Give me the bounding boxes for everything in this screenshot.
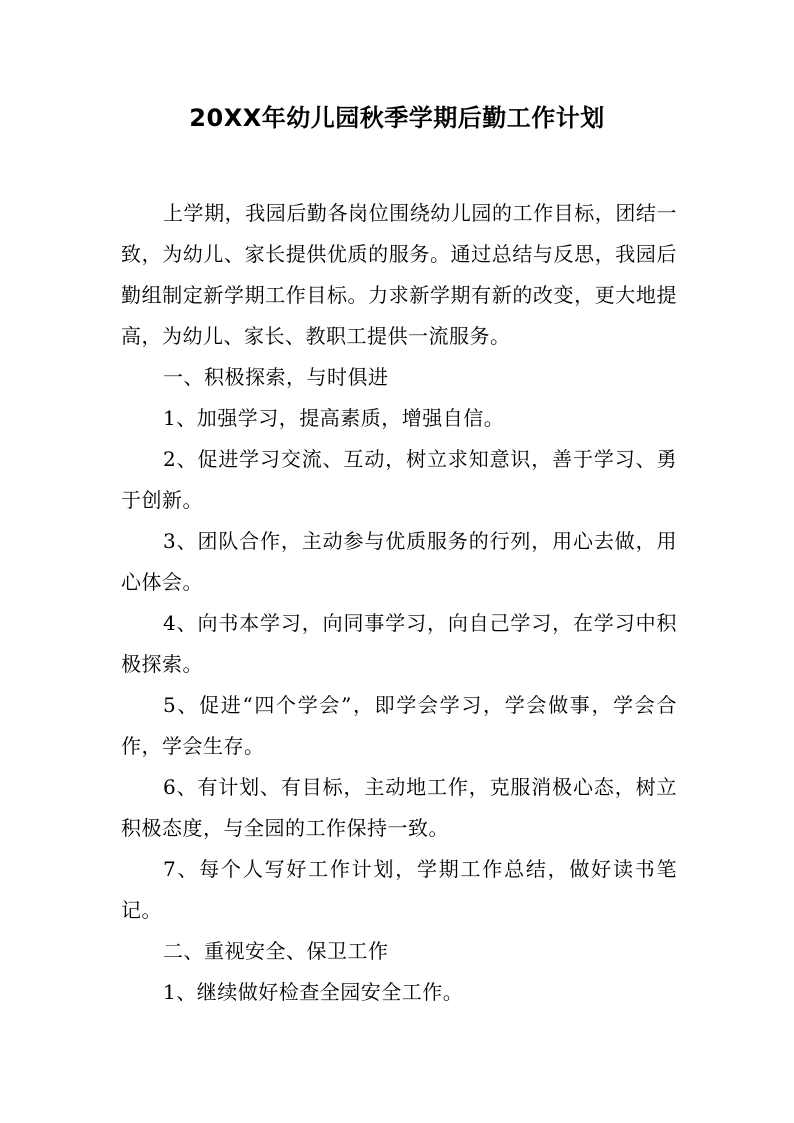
section-heading-1: 一、积极探索，与时俱进	[163, 365, 389, 389]
section-heading-2: 二、重视安全、保卫工作	[163, 939, 389, 963]
document-title: 20XX年幼儿园秋季学期后勤工作计划	[189, 104, 605, 132]
list-item: 3、团队合作，主动参与优质服务的行列，用心去做，用心体会。	[121, 529, 677, 594]
list-item: 7、每个人写好工作计划，学期工作总结，做好读书笔记。	[121, 857, 677, 922]
list-item: 4、向书本学习，向同事学习，向自己学习，在学习中积极探索。	[121, 611, 677, 676]
list-item: 5、促进“四个学会”，即学会学习，学会做事，学会合作，学会生存。	[121, 693, 677, 758]
document-body	[121, 193, 677, 1013]
list-item: 2、促进学习交流、互动，树立求知意识，善于学习、勇于创新。	[121, 447, 677, 512]
list-item: 1、继续做好检查全园安全工作。	[163, 980, 464, 1004]
list-item: 6、有计划、有目标，主动地工作，克服消极心态，树立积极态度，与全园的工作保持一致。	[121, 775, 677, 840]
list-item: 1、加强学习，提高素质，增强自信。	[163, 406, 505, 430]
intro-paragraph: 上学期，我园后勤各岗位围绕幼儿园的工作目标，团结一致，为幼儿、家长提供优质的服务。通过总结与反思，我园后勤组制定新学期工作目标。力求新学期有新的改变，更大地提高，为幼儿、家长、教职工提供一流服务。	[121, 201, 677, 348]
